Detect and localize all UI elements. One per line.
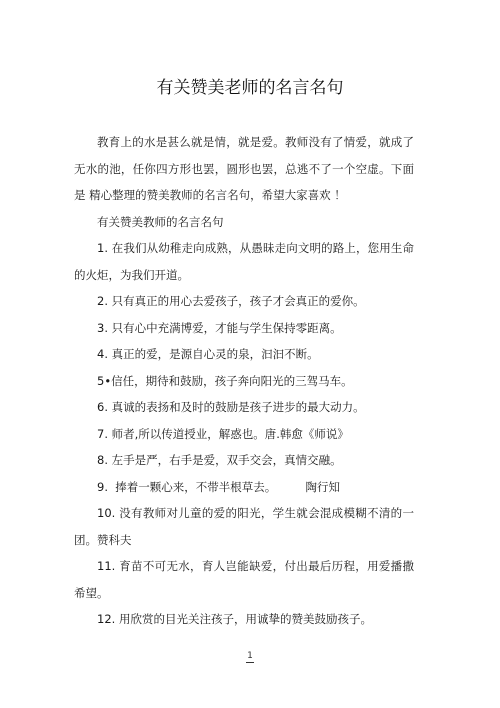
document-title: 有关赞美老师的名言名句 xyxy=(156,78,344,98)
quote-item-12: 12. 用欣赏的目光关注孩子，用诚挚的赞美鼓励孩子。 xyxy=(97,612,372,626)
quote-item-5: 5•信任，期待和鼓励，孩子奔向阳光的三驾马车。 xyxy=(97,373,353,388)
section-subtitle: 有关赞美教师的名言名句 xyxy=(97,214,224,229)
page-number-text: 1 xyxy=(247,651,253,661)
quote-item-2: 2. 只有真正的用心去爱孩子，孩子才会真正的爱你。 xyxy=(97,294,365,308)
quote-item-1: 1. 在我们从幼稚走向成熟，从愚昧走向文明的路上，您用生命的火炬，为我们开道。 xyxy=(74,241,414,282)
page-number xyxy=(0,650,500,663)
quote-item-6: 6. 真诚的表扬和及时的鼓励是孩子进步的最大动力。 xyxy=(97,400,365,414)
quote-item-8: 8. 左手是严，右手是爱，双手交会，真情交融。 xyxy=(97,453,342,467)
quote-item-7: 7. 师者,所以传道授业，解惑也。唐.韩愈《师说》 xyxy=(97,426,349,441)
quote-item-9: 9. 捧着一颗心来，不带半根草去。 陶行知 xyxy=(97,479,341,494)
quote-item-3: 3. 只有心中充满博爱，才能与学生保持零距离。 xyxy=(97,320,342,335)
intro-paragraph: 教育上的水是甚么就是情，就是爱。教师没有了情爱，就成了无水的池，任你四方形也罢，圆形也罢，总逃不了一个空虚。下面是 精心整理的赞美教师的名言名句，希望大家喜欢 ！ xyxy=(74,135,414,202)
quote-item-4: 4. 真正的爱，是源自心灵的泉，汩汩不断。 xyxy=(97,347,319,361)
document-body xyxy=(74,129,414,633)
quote-item-10: 10. 没有教师对儿童的爱的阳光，学生就会混成模糊不清的一团。赞科夫 xyxy=(74,506,414,547)
quote-item-11: 11. 育苗不可无水，育人岂能缺爱，付出最后历程，用爱播撒希望。 xyxy=(74,559,414,600)
